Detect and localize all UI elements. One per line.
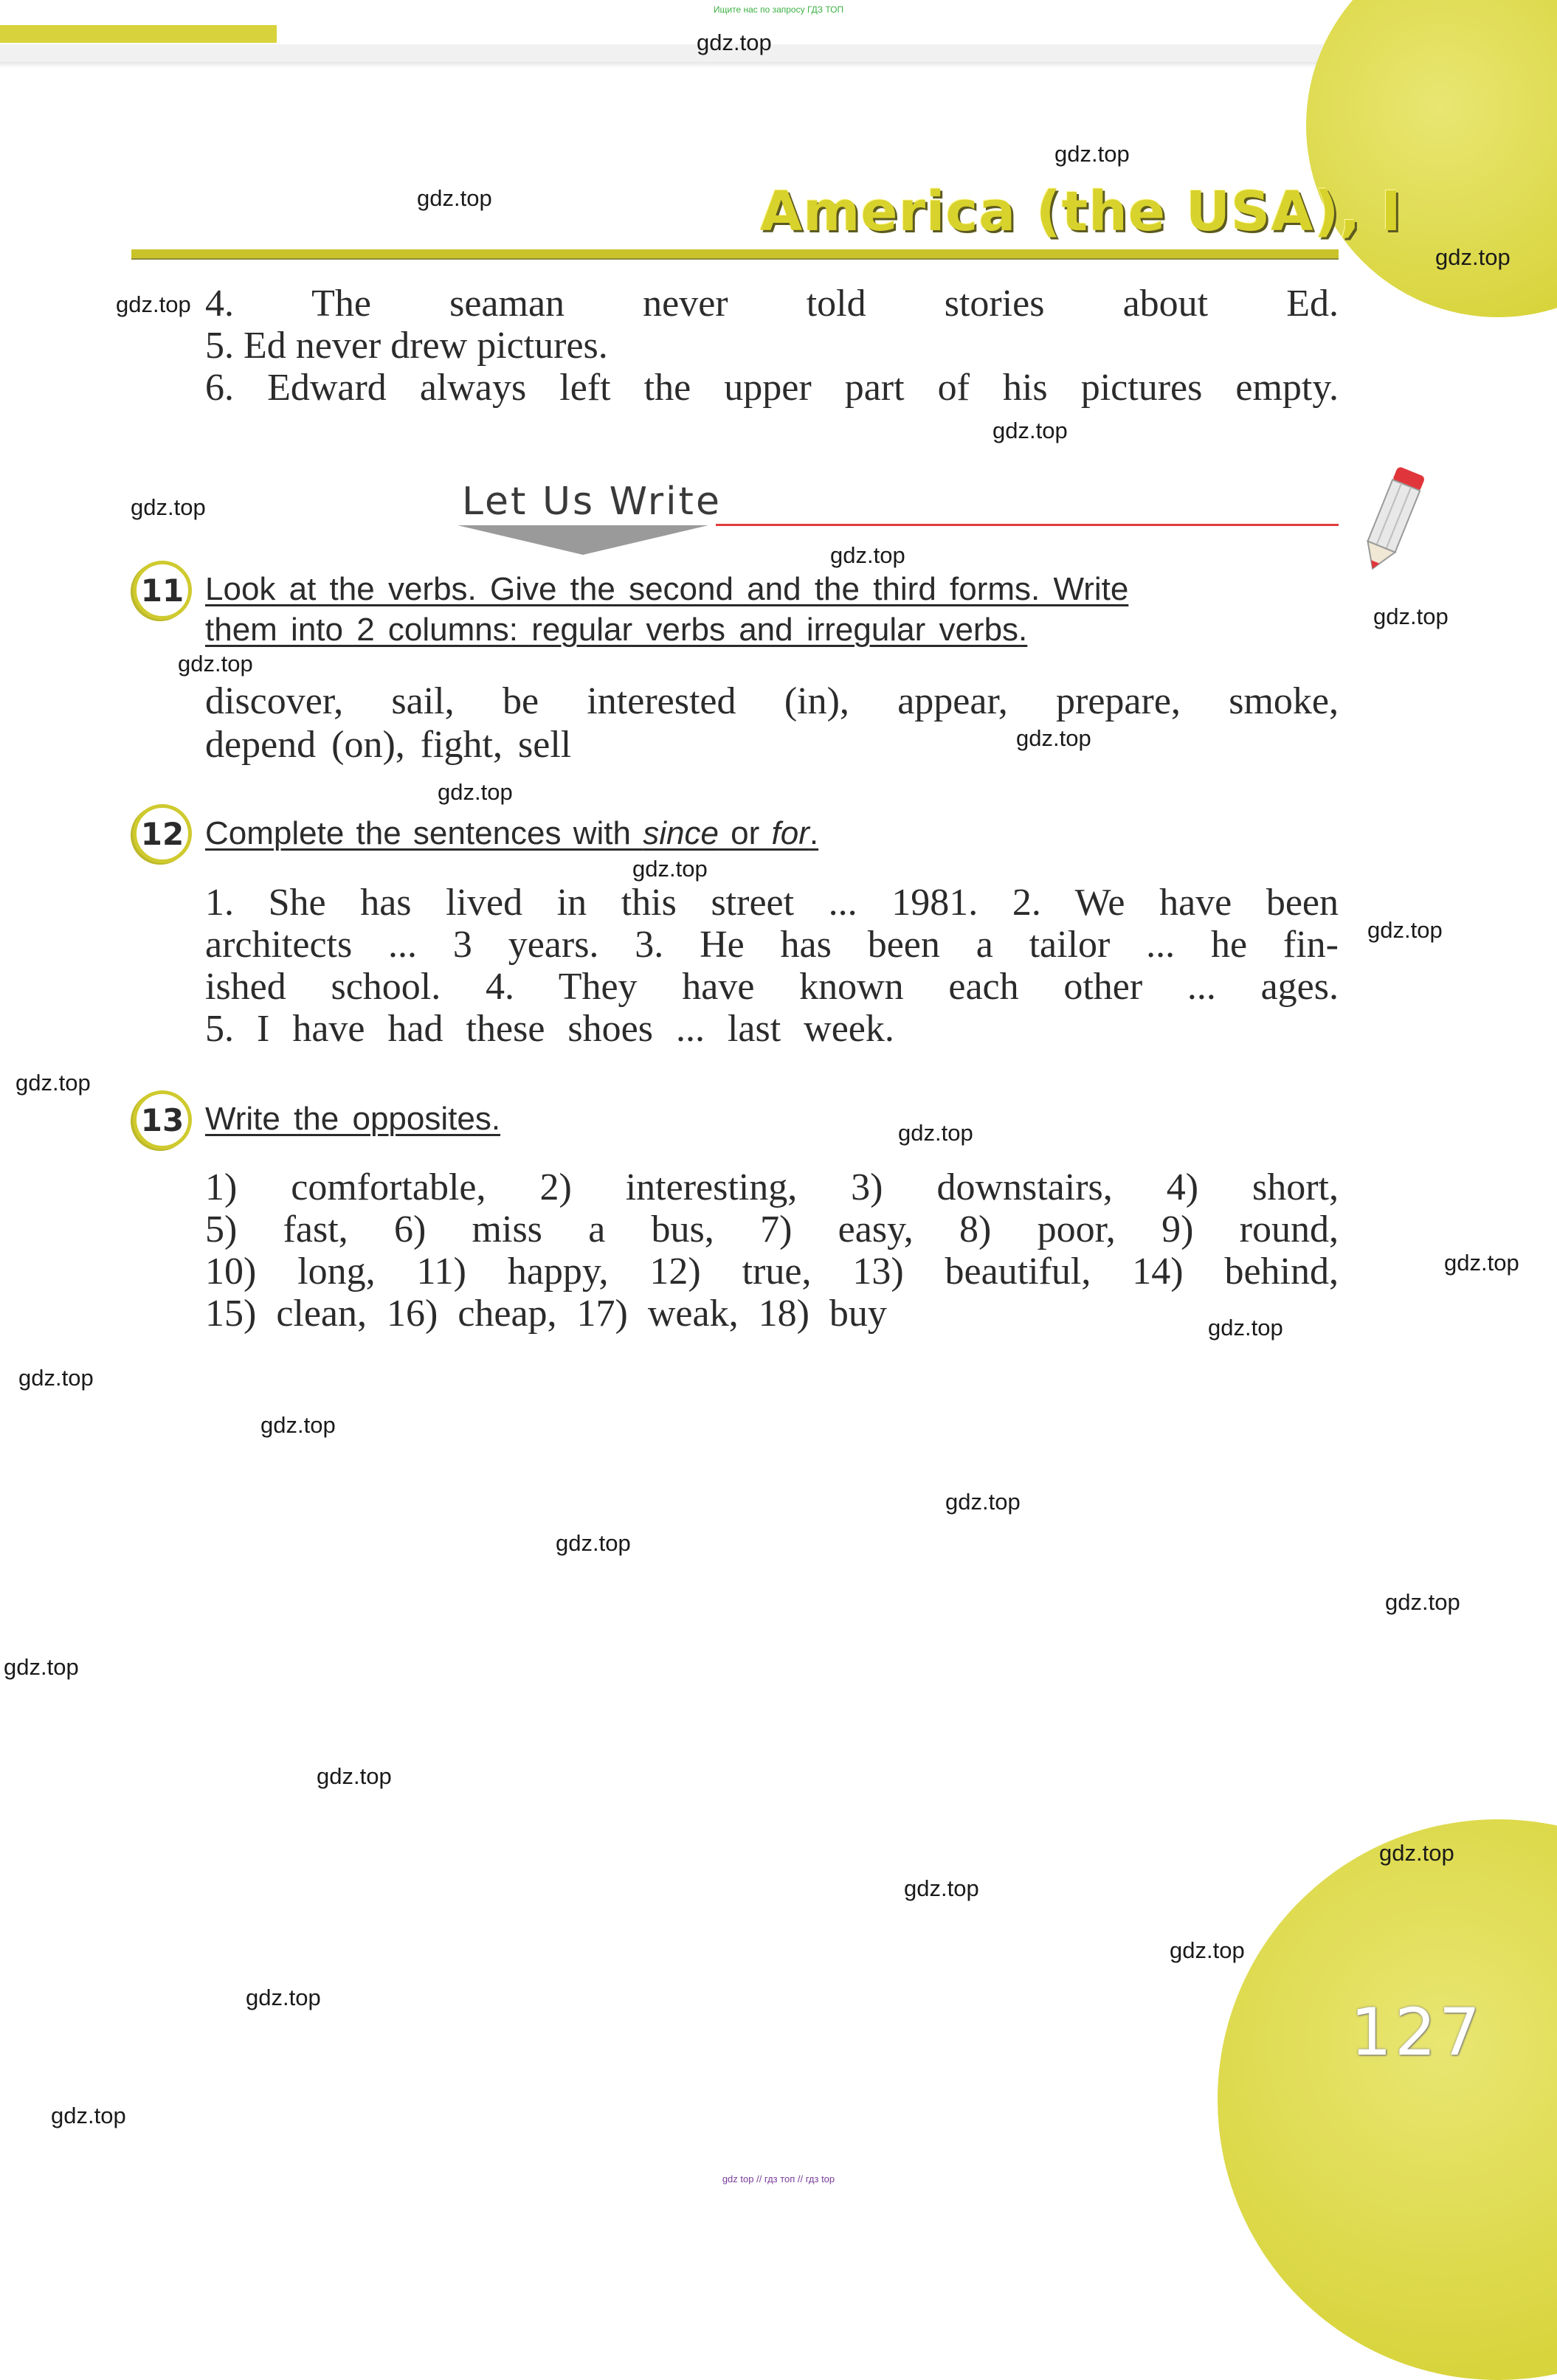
watermark: gdz.top bbox=[1170, 1937, 1245, 1963]
watermark: gdz.top bbox=[1379, 1840, 1454, 1866]
exercise-text-line: 5) fast, 6) miss a bus, 7) easy, 8) poor, 9) round, bbox=[205, 1208, 1339, 1250]
exercise-text-line: 1. She has lived in this street ... 1981. 2. We have been bbox=[205, 882, 1339, 924]
instruction-keyword-since: since bbox=[643, 815, 719, 851]
watermark: gdz.top bbox=[246, 1985, 321, 2010]
watermark: gdz.top bbox=[260, 1412, 336, 1438]
header-rule bbox=[131, 249, 1339, 258]
watermark: gdz.top bbox=[1016, 725, 1091, 751]
watermark: gdz.top bbox=[556, 1530, 631, 1556]
watermark: gdz.top bbox=[178, 651, 253, 677]
watermark: gdz.top bbox=[945, 1489, 1021, 1515]
exercise-instruction: them into 2 columns: regular verbs and irregular verbs. bbox=[205, 612, 1028, 648]
watermark: gdz.top bbox=[417, 185, 492, 211]
corner-decoration-top bbox=[1306, 0, 1557, 317]
exercise-text-line: discover, sail, be interested (in), appear, prepare, smoke, bbox=[205, 680, 1339, 722]
watermark: gdz.top bbox=[131, 494, 206, 520]
instruction-text: Complete the sentences with bbox=[205, 815, 643, 851]
watermark: gdz.top bbox=[18, 1365, 94, 1391]
section-rule bbox=[716, 524, 1339, 526]
watermark: gdz.top bbox=[1444, 1250, 1519, 1276]
watermark: gdz.top bbox=[438, 779, 513, 805]
watermark: gdz.top bbox=[4, 1654, 79, 1680]
exercise-text-line: ished school. 4. They have known each other ... ages. bbox=[205, 966, 1339, 1008]
top-accent-bar bbox=[0, 25, 277, 43]
exercise-text-line: 10) long, 11) happy, 12) true, 13) beautiful, 14) behind, bbox=[205, 1250, 1339, 1293]
pencil-icon bbox=[1352, 460, 1433, 582]
watermark: gdz.top bbox=[992, 418, 1068, 443]
exercise-text-line: 15) clean, 16) cheap, 17) weak, 18) buy bbox=[205, 1293, 887, 1335]
page-header-title: America (the USA), I bbox=[760, 180, 1402, 243]
intro-line: 6. Edward always left the upper part of his pictures empty. bbox=[205, 367, 1339, 409]
exercise-instruction: Write the opposites. bbox=[205, 1101, 501, 1137]
watermark: gdz.top bbox=[1373, 603, 1449, 629]
instruction-text: . bbox=[809, 815, 819, 851]
watermark: gdz.top bbox=[15, 1070, 91, 1096]
intro-line: 4. The seaman never told stories about Ed. bbox=[205, 283, 1339, 325]
watermark: gdz.top bbox=[1385, 1589, 1460, 1615]
exercise-instruction: Look at the verbs. Give the second and the third forms. Write bbox=[205, 571, 1129, 607]
watermark: gdz.top bbox=[697, 30, 772, 55]
exercise-instruction bbox=[205, 817, 818, 850]
watermark: gdz.top bbox=[1208, 1315, 1283, 1341]
watermark: gdz.top bbox=[317, 1763, 392, 1789]
footer-text: gdz top // гдз топ // гдз top bbox=[722, 2173, 835, 2184]
exercise-number-badge: 11 bbox=[133, 561, 192, 620]
exercise-number-badge: 13 bbox=[133, 1090, 192, 1149]
watermark: gdz.top bbox=[1054, 141, 1130, 167]
watermark: gdz.top bbox=[904, 1875, 979, 1901]
instruction-text: or bbox=[718, 815, 772, 851]
watermark: gdz.top bbox=[830, 542, 905, 568]
exercise-text-line: 5. I have had these shoes ... last week. bbox=[205, 1008, 894, 1050]
exercise-text-line: architects ... 3 years. 3. He has been a tailor ... he fin- bbox=[205, 924, 1339, 966]
instruction-keyword-for: for bbox=[771, 815, 809, 851]
exercise-text-line: 1) comfortable, 2) interesting, 3) downstairs, 4) short, bbox=[205, 1166, 1339, 1208]
exercise-text-line: depend (on), fight, sell bbox=[205, 724, 572, 766]
page-number: 127 bbox=[1350, 1994, 1483, 2070]
top-banner-text: Ищите нас по запросу ГДЗ ТОП bbox=[713, 4, 844, 15]
watermark: gdz.top bbox=[116, 291, 191, 317]
section-arrow-icon bbox=[458, 525, 708, 555]
intro-line: 5. Ed never drew pictures. bbox=[205, 325, 608, 367]
watermark: gdz.top bbox=[1435, 244, 1511, 270]
exercise-number-badge: 12 bbox=[133, 804, 192, 863]
watermark: gdz.top bbox=[898, 1120, 973, 1146]
corner-decoration-bottom bbox=[1218, 1819, 1557, 2380]
section-title: Let Us Write bbox=[462, 480, 722, 524]
watermark: gdz.top bbox=[51, 2103, 126, 2128]
watermark: gdz.top bbox=[632, 856, 708, 882]
watermark: gdz.top bbox=[1367, 917, 1443, 943]
